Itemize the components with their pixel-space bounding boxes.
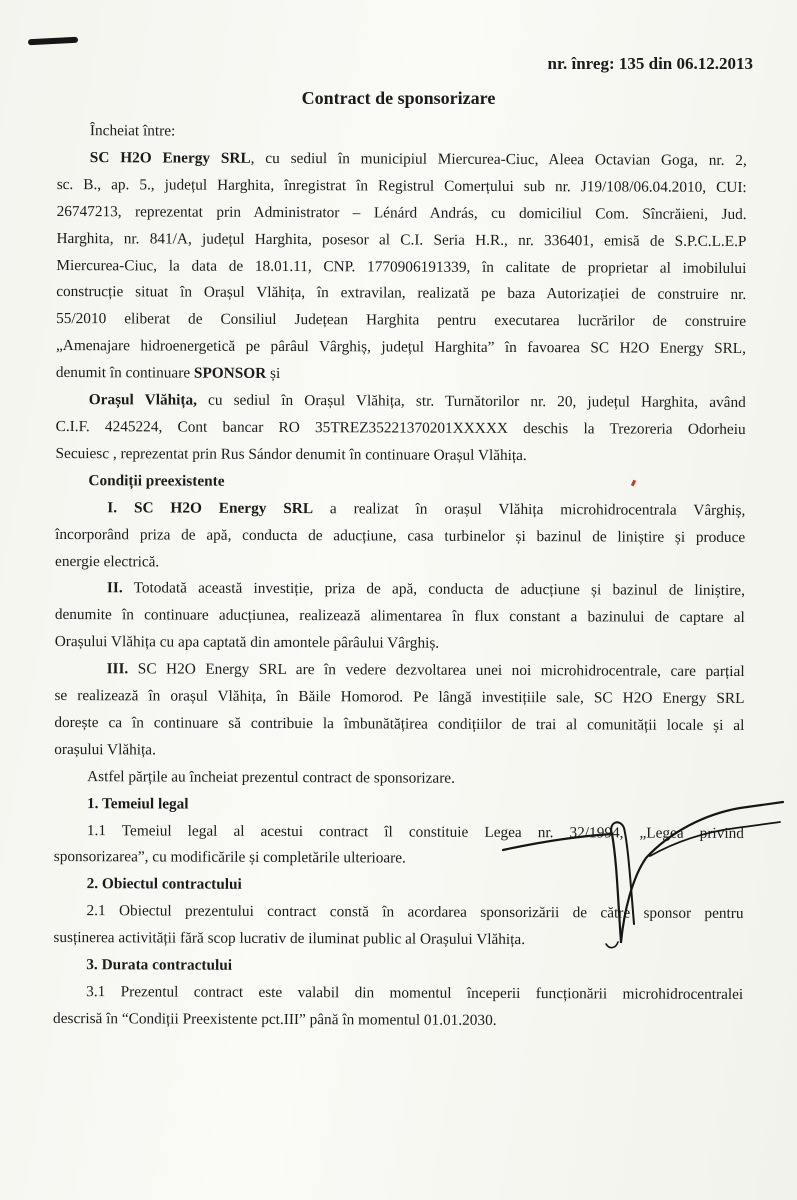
party2-line-1: Orașul Vlăhița, cu sediul în Orașul Vlăhița, str. Turnătorilor nr. 20, județul Harghita, având xyxy=(88,391,746,412)
item3-line-4: orașului Vlăhița. xyxy=(54,740,156,759)
party2-name: Orașul Vlăhița, xyxy=(88,391,197,409)
item1-line-1: I. SC H2O Energy SRL a realizat în orașul Vlăhița microhidrocentrala Vârghiș, xyxy=(107,498,746,519)
party1-line-8: „Amenajare hidroenergetică pe pârâul Vârghiș, județul Harghita” în favoarea SC H2O Energy SRL, xyxy=(55,337,747,358)
party2-line-2: C.I.F. 4245224, Cont bancar RO 35TREZ35221370201XXXXX deschis la Trezoreria Odorheiu xyxy=(55,417,746,438)
section2-line-2: susținerea activității fără scop lucrativ de iluminat public al Orașului Vlăhița. xyxy=(53,929,526,949)
item3-line-3: dorește ca în continuare să contribuie la îmbunătățirea condițiilor de trai al comunității locale și al xyxy=(54,713,745,734)
party1-name: SC H2O Energy SRL xyxy=(89,149,251,167)
party1-line-5: Miercurea-Ciuc, la data de 18.01.11, CNP. 1770906191339, în calitate de proprietar al imobilului xyxy=(56,256,747,277)
item1-line-2: încorporând priza de apă, conducta de aducțiune, casa turbinelor și bazinul de liniștire și produce xyxy=(55,525,746,546)
party1-line-3: 26747213, reprezentat prin Administrator – Lénárd András, cu domiciliul Com. Sîncrăieni, Jud. xyxy=(56,202,747,223)
section1-line-1: 1.1 Temeiul legal al acestui contract îl constituie Legea nr. 32/1994, „Legea privind xyxy=(86,821,744,842)
item3-line-1: III. SC H2O Energy SRL are în vedere dezvoltarea unei noi microhidrocentrale, care parțial xyxy=(106,660,745,681)
party1-line-1: SC H2O Energy SRL, cu sediul în municipiul Miercurea-Ciuc, Aleea Octavian Goga, nr. 2, xyxy=(89,149,747,169)
section3-line-1: 3.1 Prezentul contract este valabil din momentul începerii funcționării microhidrocentralei xyxy=(86,983,744,1004)
contract-title: Contract de sponsorizare xyxy=(301,88,496,108)
section3-line-2: descrisă în “Condiții Preexistente pct.III” până în momentul 01.01.2030. xyxy=(53,1009,497,1029)
item1-label: I. SC H2O Energy SRL xyxy=(107,498,314,517)
preconditions-heading: Condiții preexistente xyxy=(88,471,225,490)
party1-line-2: sc. B., ap. 5., județul Harghita, înregistrat în Registrul Comerțului sub nr. J19/108/06.04.2010, CUI: xyxy=(56,175,747,196)
item3-line-2: se realizează în orașul Vlăhița, în Băile Homorod. Pe lângă investițiile sale, SC H2O Energy SRL xyxy=(54,687,745,708)
registration-number: nr. înreg: 135 din 06.12.2013 xyxy=(547,54,753,73)
party1-line-4: Harghita, nr. 841/A, județul Harghita, posesor al C.I. Seria H.R., nr. 336401, emisă de S.P.C.L.E.P xyxy=(56,229,747,250)
section2-heading: 2. Obiectul contractului xyxy=(86,875,242,894)
section1-line-2: sponsorizarea”, cu modificările și completările ulterioare. xyxy=(53,848,406,867)
item1-line-3: energie electrică. xyxy=(55,552,160,570)
item2-line-2: denumite în continuare aducțiunea, realizează alimentarea în flux constant a bazinului de captare al xyxy=(54,606,745,627)
party2-line-3: Secuiesc , reprezentat prin Rus Sándor denumit în continuare Orașul Vlăhița. xyxy=(55,444,527,464)
section2-line-1: 2.1 Obiectul prezentului contract constă în acordarea sponsorizării de către sponsor pentru xyxy=(86,902,744,923)
item2-line-1: II. Totodată această investiție, priza de apă, conducta de aducțiune și bazinul de liniștire, xyxy=(106,579,745,600)
item2-line-3: Orașului Vlăhița cu apa captată din amontele pârâului Vârghiș. xyxy=(54,633,440,652)
sponsor-role: SPONSOR xyxy=(193,364,267,383)
margin-pen-mark xyxy=(28,37,78,46)
section3-heading: 3. Durata contractului xyxy=(86,956,233,974)
handwritten-signature xyxy=(500,792,785,952)
party1-line-7: 55/2010 eliberat de Consiliul Județean Harghita pentru executarea lucrărilor de construire xyxy=(56,310,747,331)
intro-line: Încheiat între: xyxy=(89,122,176,140)
section1-heading: 1. Temeiul legal xyxy=(86,794,189,813)
item3-label: III. xyxy=(106,660,129,678)
party1-role-line: denumit în continuare SPONSOR și xyxy=(55,364,281,383)
party1-line-6: construcție situat în Orașul Vlăhița, în extravilan, realizată pe baza Autorizației de construire nr. xyxy=(56,283,747,304)
item2-label: II. xyxy=(106,579,123,597)
conclusion-line: Astfel părțile au încheiat prezentul contract de sponsorizare. xyxy=(87,767,455,787)
